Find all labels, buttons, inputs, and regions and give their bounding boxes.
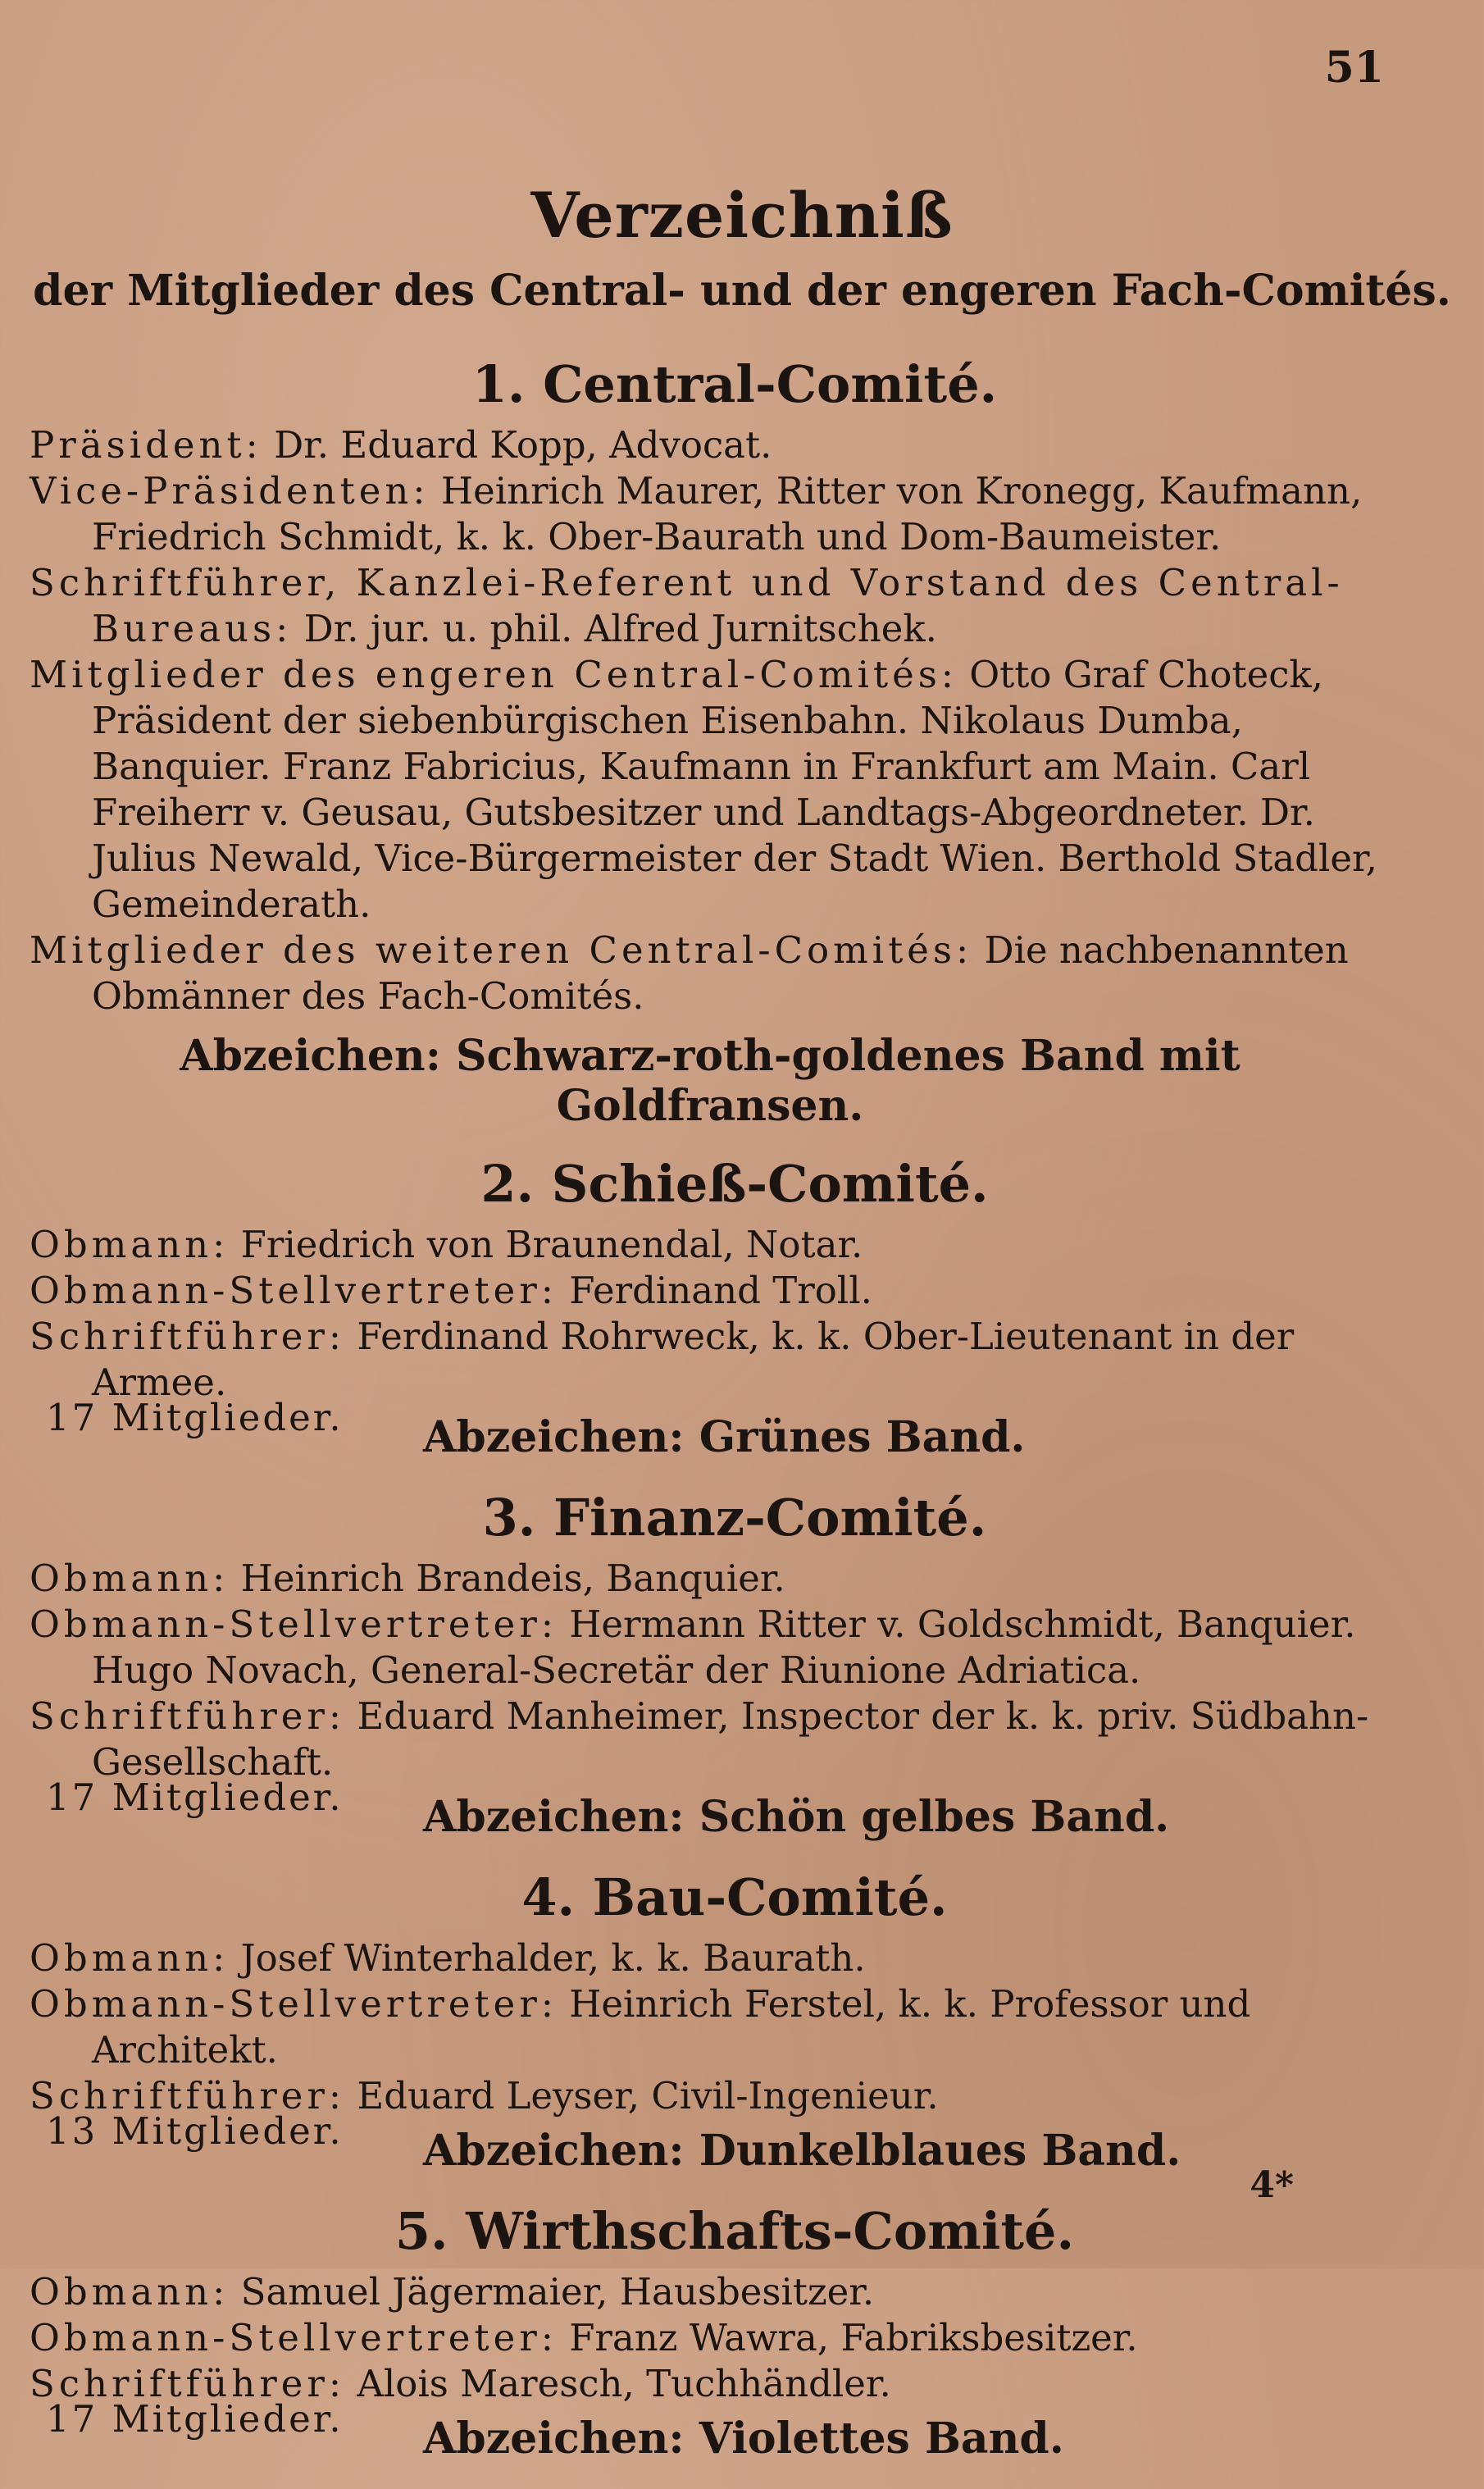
entry-role: Obmann: — [30, 1936, 230, 1980]
section-heading: 1. Central-Comité. — [471, 354, 998, 414]
entry-text: Eduard Manheimer, Inspector der k. k. priv. Südbahn-Gesellschaft. — [92, 1694, 1369, 1784]
entry-vice-praesidenten — [30, 468, 1391, 560]
entry-text: Die nachbenannten Obmänner des Fach-Comités. — [92, 928, 1349, 1018]
entry-text: Otto Graf Choteck, Präsident der siebenbürgischen Eisenbahn. Nikolaus Dumba, Banquier. Franz Fabricius, Kaufmann in Frankfurt am Main. Carl Freiherr v. Geusau, Gutsbesitzer und Landtags-Abgeordneter. Dr. Julius Newald, Vice-Bürgermeister der Stadt Wien. Berthold Stadler, Gemeinderath. — [92, 653, 1377, 926]
entry-role: Obmann-Stellvertreter: — [30, 1982, 558, 2026]
entry-schriftfuehrer — [30, 560, 1391, 652]
entry-obmann-stellvertreter — [30, 1268, 1391, 1314]
section-wirthschafts-comite — [30, 2201, 1391, 2464]
entry-text: Heinrich Maurer, Ritter von Kronegg, Kaufmann, Friedrich Schmidt, k. k. Ober-Baurath und Dom-Baumeister. — [92, 469, 1363, 558]
entry-schriftfuehrer — [30, 1314, 1391, 1406]
page-title: Verzeichniß — [530, 179, 954, 252]
members-count: 17 Mitglieder. — [46, 1396, 344, 1439]
members-row — [30, 1396, 1391, 1462]
members-row — [30, 2397, 1391, 2464]
entry-obmann — [30, 1222, 1391, 1268]
entry-role: Mitglieder des engeren Central-Comités: — [30, 653, 958, 696]
section-bau-comite — [30, 1867, 1391, 2176]
members-count: 13 Mitglieder. — [46, 2109, 344, 2153]
entry-obmann-stellvertreter — [30, 2315, 1391, 2361]
entry-text: Eduard Leyser, Civil-Ingenieur. — [357, 2074, 939, 2117]
section-badge: Abzeichen: Grünes Band. — [423, 1412, 1026, 1462]
entry-role: Obmann-Stellvertreter: — [30, 1602, 558, 1646]
entry-schriftfuehrer — [30, 1694, 1391, 1785]
page-subtitle: der Mitglieder des Central- und der engeren Fach-Comités. — [33, 266, 1451, 316]
content — [30, 354, 1391, 2489]
section-badge: Abzeichen: Schwarz-roth-goldenes Band mit Goldfransen. — [180, 1031, 1240, 1131]
section-badge: Abzeichen: Schön gelbes Band. — [423, 1792, 1170, 1842]
entry-text: Dr. jur. u. phil. Alfred Jurnitschek. — [303, 607, 937, 650]
entry-praesident — [30, 422, 1391, 468]
section-finanz-comite — [30, 1488, 1391, 1842]
members-row — [30, 1776, 1391, 1842]
entry-engeres-comite — [30, 652, 1391, 928]
entry-obmann-stellvertreter — [30, 1602, 1391, 1694]
entry-weiteres-comite — [30, 928, 1391, 1019]
members-row — [30, 2109, 1391, 2176]
entry-text: Alois Maresch, Tuchhändler. — [357, 2362, 891, 2405]
entry-role: Obmann-Stellvertreter: — [30, 2316, 558, 2359]
entry-obmann — [30, 2269, 1391, 2315]
entry-text: Heinrich Ferstel, k. k. Professor und Architekt. — [92, 1982, 1251, 2072]
entry-role: Präsident: — [30, 423, 262, 467]
members-count: 17 Mitglieder. — [46, 1776, 344, 1819]
entry-text: Ferdinand Troll. — [569, 1269, 872, 1312]
entry-text: Hermann Ritter v. Goldschmidt, Banquier. Hugo Novach, General-Secretär der Riunione Adriatica. — [92, 1602, 1356, 1692]
section-heading: 4. Bau-Comité. — [521, 1867, 948, 1927]
entry-text: Samuel Jägermaier, Hausbesitzer. — [240, 2270, 875, 2313]
entry-role: Schriftführer: — [30, 2362, 346, 2405]
section-heading: 3. Finanz-Comité. — [482, 1488, 987, 1548]
entry-role: Schriftführer, Kanzlei-Referent und Vorstand des Central-Bureaus: — [30, 561, 1344, 650]
entry-text: Ferdinand Rohrweck, k. k. Ober-Lieutenant in der Armee. — [92, 1315, 1295, 1404]
section-schiess-comite — [30, 1154, 1391, 1462]
entry-role: Vice-Präsidenten: — [30, 469, 430, 513]
section-badge: Abzeichen: Dunkelblaues Band. — [423, 2126, 1181, 2176]
entry-text: Josef Winterhalder, k. k. Baurath. — [240, 1936, 866, 1980]
section-heading: 2. Schieß-Comité. — [480, 1154, 989, 1214]
entry-role: Obmann: — [30, 1223, 230, 1266]
entry-role: Schriftführer: — [30, 1315, 346, 1358]
entry-role: Schriftführer: — [30, 2074, 346, 2117]
entry-role: Mitglieder des weiteren Central-Comités: — [30, 928, 973, 972]
section-central-comite — [30, 354, 1391, 1131]
entry-role: Schriftführer: — [30, 1694, 346, 1738]
entry-obmann — [30, 1935, 1391, 1981]
section-heading: 5. Wirthschafts-Comité. — [394, 2201, 1075, 2261]
section-badge: Abzeichen: Violettes Band. — [423, 2414, 1064, 2464]
entry-role: Obmann: — [30, 2270, 230, 2313]
entry-obmann — [30, 1556, 1391, 1602]
page-number: 51 — [1324, 43, 1384, 93]
entry-role: Obmann: — [30, 1557, 230, 1600]
entry-obmann-stellvertreter — [30, 1981, 1391, 2073]
entry-text: Friedrich von Braunendal, Notar. — [240, 1223, 863, 1266]
entry-role: Obmann-Stellvertreter: — [30, 1269, 558, 1312]
entry-text: Franz Wawra, Fabriksbesitzer. — [569, 2316, 1138, 2359]
members-count: 17 Mitglieder. — [46, 2397, 344, 2441]
signature-mark: 4* — [1250, 2164, 1294, 2206]
entry-text: Heinrich Brandeis, Banquier. — [240, 1557, 785, 1600]
entry-text: Dr. Eduard Kopp, Advocat. — [274, 423, 772, 467]
